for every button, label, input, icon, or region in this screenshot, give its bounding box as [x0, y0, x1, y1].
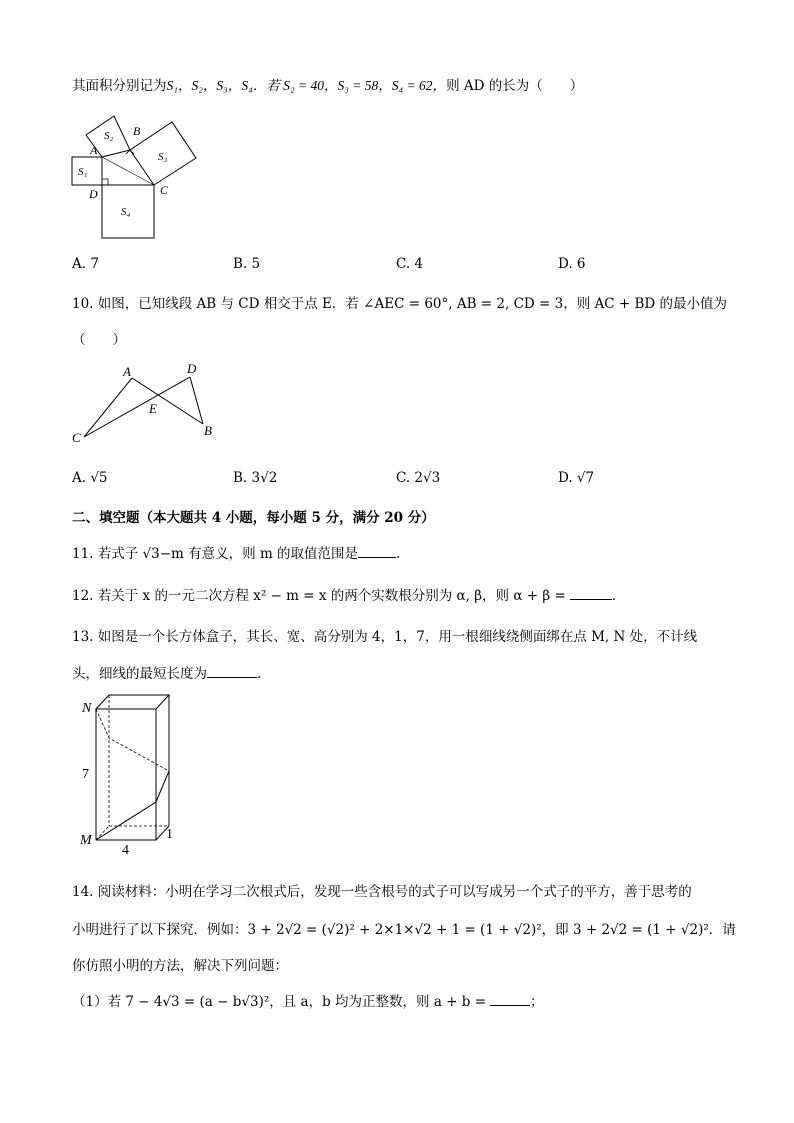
q9-label-a: A — [90, 143, 98, 157]
q9-label-s3: S₃ — [158, 151, 168, 163]
q10-option-a[interactable]: A. √5 — [72, 470, 108, 486]
q9-option-b[interactable]: B. 5 — [233, 256, 261, 272]
q13-figure — [74, 690, 184, 858]
q9-label-d: D — [89, 187, 98, 201]
q13-answer-blank[interactable] — [207, 665, 257, 678]
q11-text: 11. 若式子 √3−m 有意义，则 m 的取值范围是 — [72, 546, 359, 562]
q13-line2: 头，细线的最短长度为 — [72, 666, 207, 682]
q13-end: . — [257, 666, 262, 682]
q12-text: 12. 若关于 x 的一元二次方程 x² − m = x 的两个实数根分别为 α, β，则 α + β = — [72, 588, 566, 604]
q14-sub1 — [72, 990, 544, 1010]
q13-label-length: 4 — [122, 843, 129, 858]
q9-stem-vars: S₁，S₂，S₃，S₄．若 S₂ = 40，S₃ = 58，S₄ = 62， — [166, 78, 447, 93]
q9-label-s4: S₄ — [121, 206, 131, 218]
q10-stem-line1: 10. 如图，已知线段 AB 与 CD 相交于点 E．若 ∠AEC = 60°, AB = 2, CD = 3，则 AC + BD 的最小值为 — [72, 296, 728, 312]
q10-option-d[interactable]: D. √7 — [558, 470, 595, 486]
q10-label-d: D — [187, 361, 197, 376]
q12-end: . — [611, 588, 617, 604]
q9-line-ac — [102, 157, 154, 185]
q9-option-a[interactable]: A. 7 — [72, 256, 99, 272]
q13-string-hidden — [96, 709, 169, 771]
q11 — [72, 542, 400, 562]
q13-string-front — [96, 771, 169, 840]
q14-sub1-answer-blank[interactable] — [490, 993, 530, 1006]
q14-line2: 小明进行了以下探究．例如：3 + 2√2 = (√2)² + 2×1×√2 + 1 = (1 + √2)²，即 3 + 2√2 = (1 + √2)²．请 — [72, 922, 736, 938]
q14-line3: 你仿照小明的方法，解决下列问题： — [72, 958, 288, 974]
q13-label-width: 1 — [166, 827, 173, 842]
q10-stem-line2: （ ） — [72, 332, 126, 348]
q11-answer-blank[interactable] — [358, 545, 396, 558]
q10-label-c: C — [72, 430, 81, 445]
q9-stem — [72, 74, 583, 94]
q10-label-a: A — [123, 364, 131, 379]
q10-option-b[interactable]: B. 3√2 — [233, 470, 278, 486]
q10-figure — [66, 358, 226, 448]
q9-stem-prefix: 其面积分别记为 — [72, 78, 167, 94]
q13-line2-wrap — [72, 662, 261, 682]
q10-line-cd — [84, 377, 190, 437]
q9-label-s1: S₁ — [78, 166, 88, 178]
q12 — [72, 584, 616, 604]
q9-figure — [66, 112, 206, 242]
q10-label-e: E — [149, 401, 157, 416]
q10-line-ca — [84, 378, 132, 437]
q14-line1: 14. 阅读材料：小明在学习二次根式后，发现一些含根号的式子可以写成另一个式子的平方，善于思考的 — [72, 884, 692, 900]
q9-stem-suffix: 则 AD 的长为（ ） — [446, 78, 584, 94]
q13-line1: 13. 如图是一个长方体盒子，其长、宽、高分别为 4，1，7，用一根细线绕侧面绑在点 M, N 处，不计线 — [72, 629, 698, 645]
section-title: 二、填空题（本大题共 4 小题，每小题 5 分，满分 20 分） — [72, 510, 435, 526]
q14-sub1-end: ； — [530, 994, 544, 1010]
q12-answer-blank[interactable] — [570, 587, 612, 600]
q13-label-height: 7 — [82, 767, 89, 782]
q10-option-c[interactable]: C. 2√3 — [396, 470, 441, 486]
q11-end: . — [396, 546, 401, 562]
q13-box-top — [96, 695, 169, 709]
q9-label-s2: S₂ — [104, 130, 114, 142]
q9-option-d[interactable]: D. 6 — [558, 256, 586, 272]
q13-label-n: N — [82, 701, 92, 716]
q10-label-b: B — [204, 423, 212, 438]
q9-option-c[interactable]: C. 4 — [396, 256, 424, 272]
q9-label-c: C — [160, 183, 169, 197]
q9-label-b: B — [133, 124, 141, 138]
q13-label-m: M — [80, 833, 92, 848]
q9-right-angle-d — [102, 179, 108, 185]
q14-sub1-text: （1）若 7 − 4√3 = (a − b√3)²，且 a，b 均为正整数，则 a + b = — [72, 994, 487, 1010]
